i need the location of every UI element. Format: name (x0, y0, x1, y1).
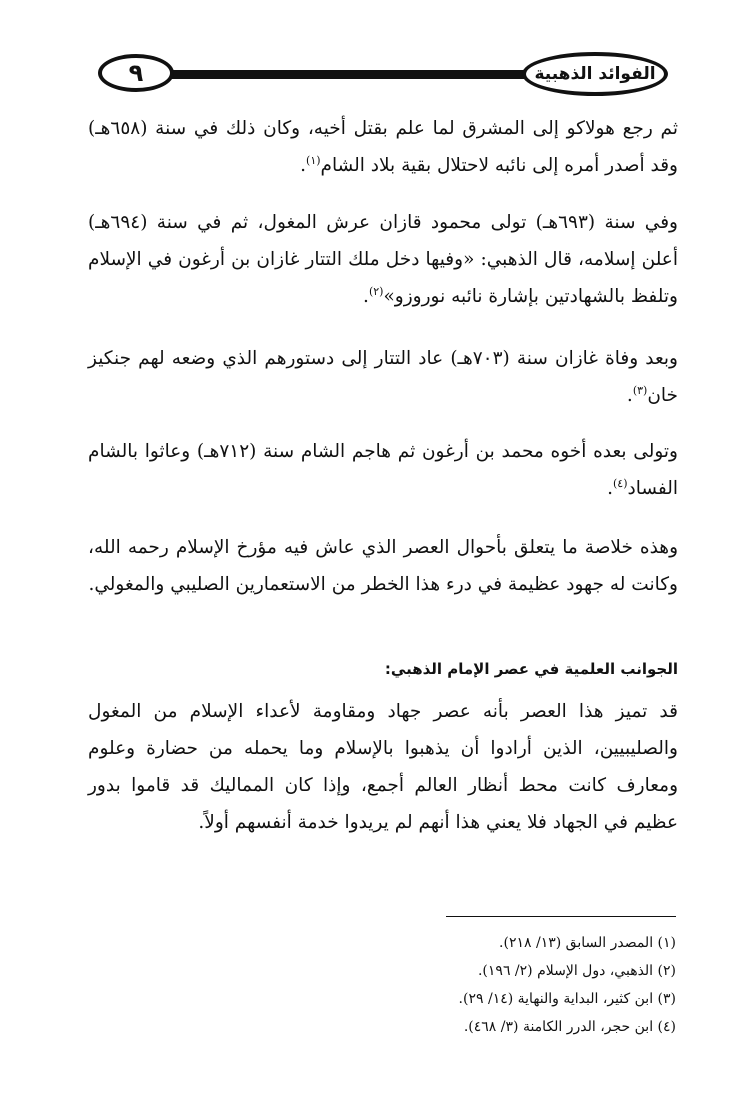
section-heading: الجوانب العلمية في عصر الإمام الذهبي: (384, 660, 678, 678)
footnote-item: (٣) ابن كثير، البداية والنهاية (١٤/ ٢٩). (458, 991, 676, 1007)
footnote-divider (446, 916, 676, 917)
paragraph-tail: . (626, 385, 633, 406)
paragraph-text: وهذه خلاصة ما يتعلق بأحوال العصر الذي عاش فيه مؤرخ الإسلام رحمه الله، وكانت له جهود عظيمة في درء هذا الخطر من الاستعمارين الصليبي والمغولي. (88, 537, 678, 595)
footnote-item: (٤) ابن حجر، الدرر الكامنة (٣/ ٤٦٨). (463, 1019, 676, 1035)
page-number-badge (98, 54, 174, 92)
paragraph-5 (88, 529, 678, 603)
paragraph-2 (88, 204, 678, 315)
paragraph-text: وبعد وفاة غازان سنة (٧٠٣هـ) عاد التتار إلى دستورهم الذي وضعه لهم جنكيز خان (88, 348, 678, 406)
header-rule (150, 70, 540, 79)
footnote-ref: (٣) (632, 383, 648, 397)
paragraph-tail: . (607, 478, 613, 499)
paragraph-text: وفي سنة (٦٩٣هـ) تولى محمود قازان عرش المغول، ثم في سنة (٦٩٤هـ) أعلن إسلامه، قال الذهبي: «وفيها دخل ملك التتار غازان بن أرغون في الإسلام وتلفظ بالشهادتين بإشارة نائبه نوروزو» (88, 212, 678, 307)
paragraph-tail: . (363, 286, 369, 307)
book-title-badge (522, 52, 668, 96)
footnote-ref: (٤) (612, 476, 628, 490)
paragraph-text: وتولى بعده أخوه محمد بن أرغون ثم هاجم الشام سنة (٧١٢هـ) وعاثوا بالشام الفساد (88, 441, 678, 499)
page-number: ٩ (128, 59, 144, 87)
paragraph-text: ثم رجع هولاكو إلى المشرق لما علم بقتل أخيه، وكان ذلك في سنة (٦٥٨هـ) وقد أصدر أمره إلى نائبه لاحتلال بقية بلاد الشام (88, 118, 678, 176)
footnote-item: (٢) الذهبي، دول الإسلام (٢/ ١٩٦). (477, 963, 676, 979)
footnote-ref: (١) (306, 153, 321, 167)
section-paragraph: قد تميز هذا العصر بأنه عصر جهاد ومقاومة لأعداء الإسلام من المغول والصليبيين، الذين أرادوا أن يذهبوا بالإسلام وما يحمله من حضارة وعلوم ومعارف كانت محط أنظار العالم أجمع، وإذا كان المماليك قد قاموا بدور عظيم في الجهاد فلا يعني هذا أنهم لم يريدوا خدمة أنفسهم أولاً. (88, 701, 678, 833)
paragraph-1 (88, 110, 678, 184)
paragraph-4 (88, 433, 678, 507)
footnote-ref: (٢) (368, 284, 384, 298)
paragraph-tail: . (300, 155, 307, 176)
footnotes-list (300, 929, 676, 1041)
book-title: الفوائد الذهبية (534, 64, 656, 84)
paragraph-3 (88, 340, 678, 414)
footnote-item: (١) المصدر السابق (١٣/ ٢١٨). (499, 935, 676, 951)
